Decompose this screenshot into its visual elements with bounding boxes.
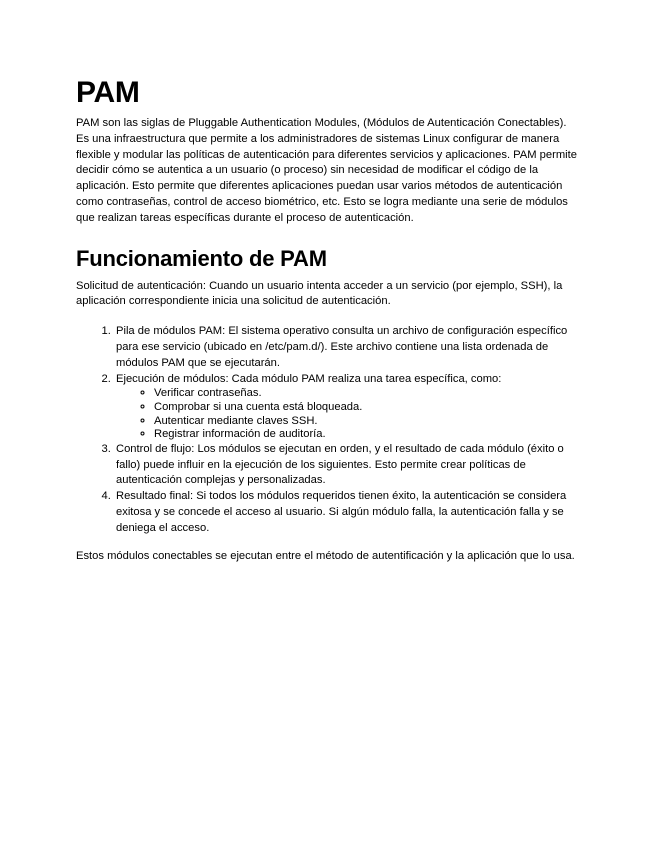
sub-list-item: ◦ Autenticar mediante claves SSH.: [154, 415, 580, 429]
sub-list-item: ◦ Registrar información de auditoría.: [154, 428, 580, 442]
substeps-list: [116, 387, 580, 441]
sub-list-item: ◦ Comprobar si una cuenta está bloqueada.: [154, 401, 580, 415]
list-item: [114, 372, 580, 442]
closing-paragraph: Estos módulos conectables se ejecutan entre el método de autentificación y la aplicación que lo usa.: [76, 549, 575, 562]
page-title: PAM: [76, 76, 140, 109]
document-page: [76, 76, 580, 564]
intro-paragraph: PAM son las siglas de Pluggable Authentication Modules, (Módulos de Autenticación Conectables). Es una infraestructura que permite a los administradores de sistemas Linux configurar de manera flexible y modular las políticas de autenticación para diferentes servicios y aplicaciones. PAM permite decidir cómo se autentica a un usuario (o proceso) sin necesidad de modificar el código de la aplicación. Esto permite que diferentes aplicaciones puedan usar varios métodos de autenticación como contraseñas, control de acceso biométrico, etc. Esto se logra mediante una serie de módulos que realizan tareas específicas durante el proceso de autenticación.: [76, 117, 577, 224]
step-text: Pila de módulos PAM: El sistema operativo consulta un archivo de configuración específico para ese servicio (ubicado en /etc/pam.d/). Este archivo contiene una lista ordenada de módulos PAM que se ejecutarán.: [116, 325, 568, 369]
list-item: [114, 442, 580, 489]
sub-list-item: ◦ Verificar contraseñas.: [154, 387, 580, 401]
list-item: [114, 489, 580, 536]
section-intro-paragraph: Solicitud de autenticación: Cuando un usuario intenta acceder a un servicio (por ejemplo, SSH), la aplicación correspondiente inicia una solicitud de autenticación.: [76, 279, 563, 308]
list-item: [114, 324, 580, 371]
steps-list: [76, 324, 580, 536]
section-heading: Funcionamiento de PAM: [76, 245, 327, 271]
step-text: Ejecución de módulos: Cada módulo PAM realiza una tarea específica, como:: [116, 372, 502, 385]
step-text: Resultado final: Si todos los módulos requeridos tienen éxito, la autenticación se considera exitosa y se concede el acceso al usuario. Si algún módulo falla, la autenticación falla y se deniega el acceso.: [116, 490, 567, 534]
step-text: Control de flujo: Los módulos se ejecutan en orden, y el resultado de cada módulo (éxito o fallo) puede influir en la ejecución de los siguientes. Esto permite crear políticas de autenticación complejas y personalizadas.: [116, 442, 564, 487]
